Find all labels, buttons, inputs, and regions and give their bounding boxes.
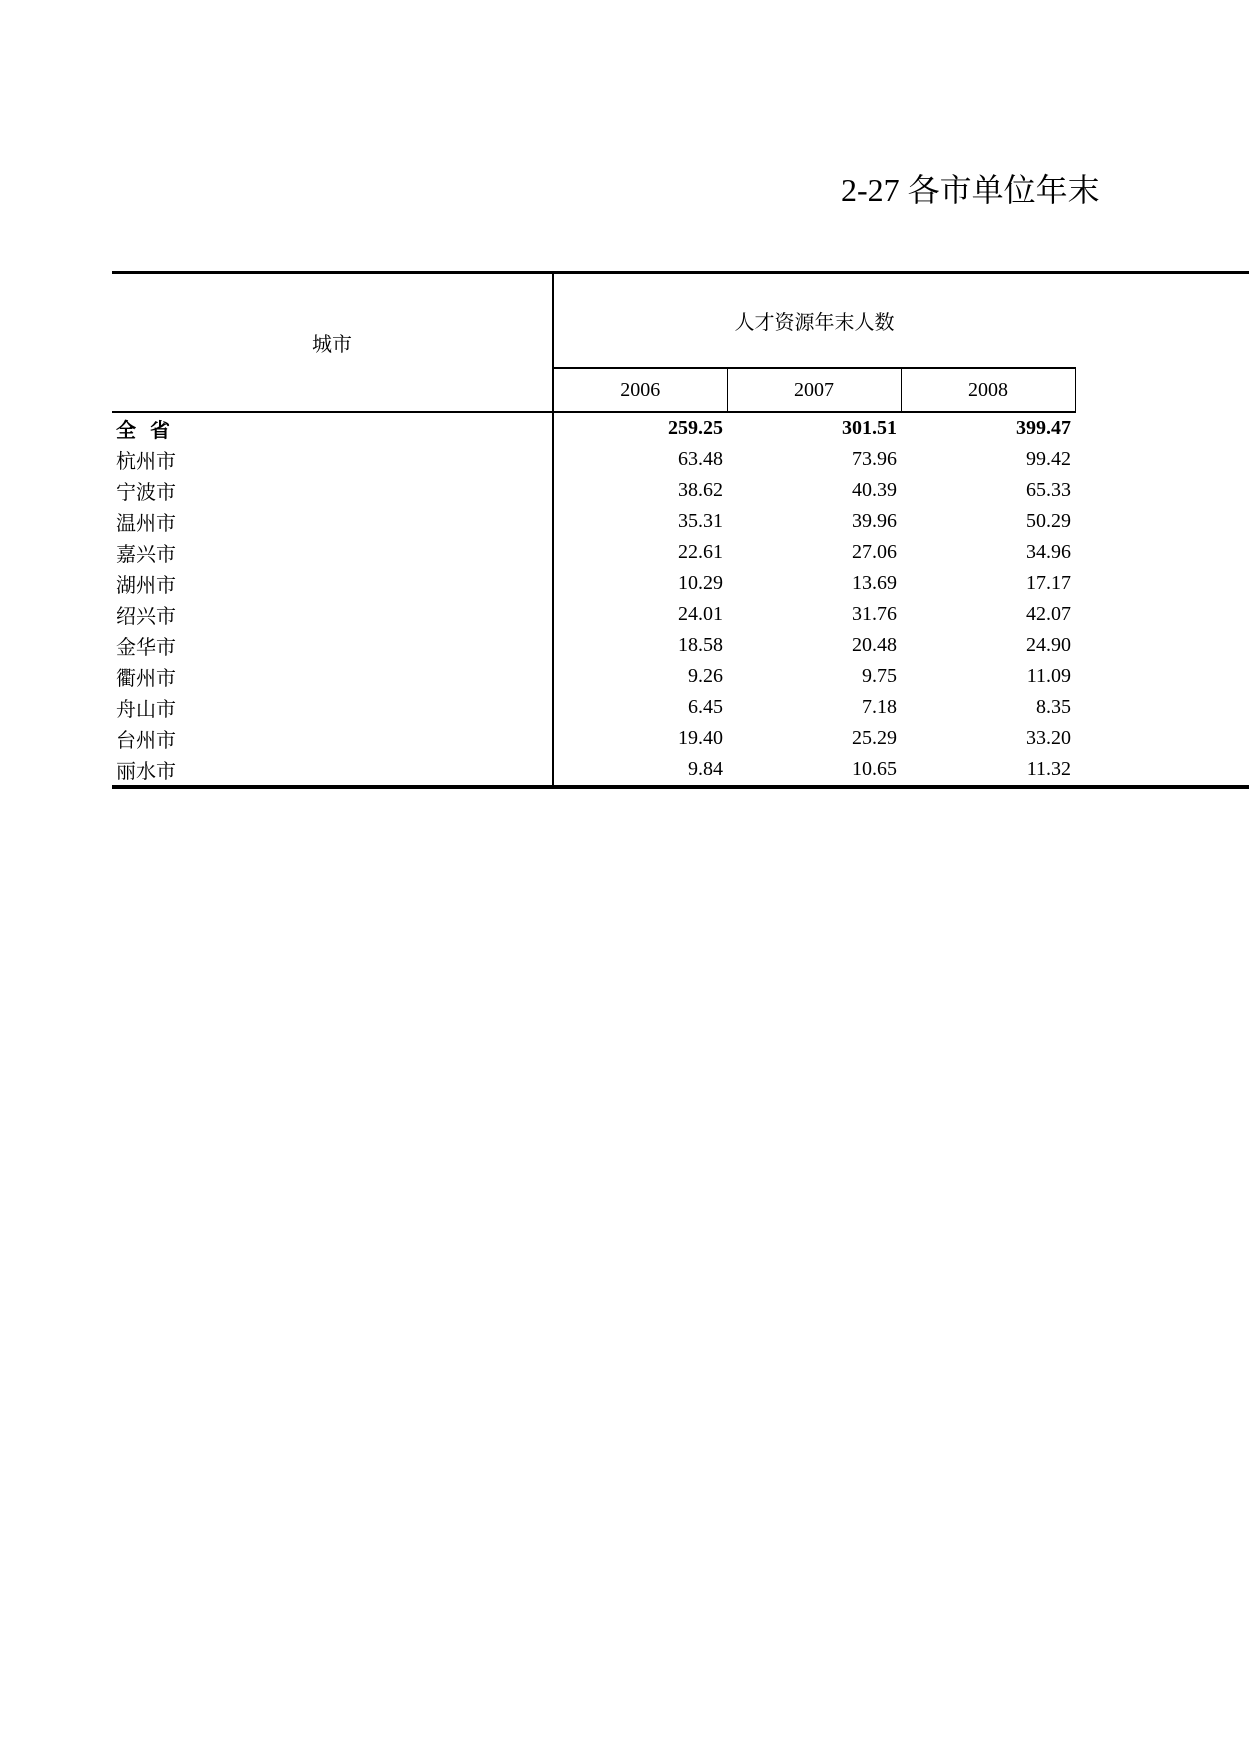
value-cell-2007: 301.51 [842, 417, 897, 439]
value-cell-2006: 6.45 [688, 696, 723, 718]
city-name-cell: 金华市 [112, 630, 553, 661]
city-name-cell: 嘉兴市 [112, 537, 553, 568]
value-cell-2007: 31.76 [852, 603, 897, 625]
table-row [112, 444, 1249, 475]
value-cell-2006: 19.40 [678, 727, 723, 749]
value-cell-2008: 399.47 [1016, 417, 1072, 439]
city-name-cell: 温州市 [112, 506, 553, 537]
table-row-total [112, 412, 1249, 444]
spill-cell [1075, 723, 1249, 754]
value-cell-2007: 20.48 [852, 634, 897, 656]
spill-cell [1075, 475, 1249, 506]
value-cell-2007: 13.69 [852, 572, 897, 594]
city-name-cell: 绍兴市 [112, 599, 553, 630]
talent-count-group-header: 人才资源年末人数 [553, 273, 1075, 369]
value-cell-2008: 24.90 [1026, 634, 1072, 656]
spill-cell [1075, 444, 1249, 475]
value-cell-2007: 9.75 [862, 665, 897, 687]
spill-cell [1075, 599, 1249, 630]
data-table [112, 271, 1249, 789]
header-row-group [112, 273, 1249, 369]
value-cell-2006: 18.58 [678, 634, 723, 656]
city-name-cell: 全省 [112, 412, 553, 444]
value-cell-2007: 40.39 [852, 479, 897, 501]
city-column-header: 城市 [112, 273, 553, 413]
table-row [112, 661, 1249, 692]
city-name-cell: 丽水市 [112, 754, 553, 787]
spill-cell [1075, 692, 1249, 723]
table-row [112, 599, 1249, 630]
title-prefix: 2-27 [841, 172, 900, 208]
year-header-2008: 2008 [901, 368, 1075, 412]
header-spill-cell [1075, 368, 1249, 412]
spill-cell [1075, 537, 1249, 568]
table-row [112, 692, 1249, 723]
value-cell-2007: 73.96 [852, 448, 897, 470]
value-cell-2008: 50.29 [1026, 510, 1072, 532]
value-cell-2006: 259.25 [668, 417, 723, 439]
value-cell-2008: 99.42 [1026, 448, 1072, 470]
city-name-cell: 宁波市 [112, 475, 553, 506]
page-title [841, 170, 1100, 210]
data-table-viewport [112, 271, 1073, 786]
spill-cell [1075, 412, 1249, 444]
city-name-cell: 台州市 [112, 723, 553, 754]
value-cell-2008: 8.35 [1036, 696, 1072, 718]
table-row [112, 723, 1249, 754]
table-row [112, 568, 1249, 599]
value-cell-2006: 9.84 [553, 754, 727, 787]
value-cell-2006: 10.29 [678, 572, 723, 594]
value-cell-2006: 9.26 [688, 665, 723, 687]
spill-cell [1075, 506, 1249, 537]
spill-cell [1075, 630, 1249, 661]
table-row [112, 754, 1249, 787]
value-cell-2008: 42.07 [1026, 603, 1072, 625]
table-row [112, 506, 1249, 537]
value-cell-2006: 22.61 [678, 541, 723, 563]
value-cell-2006: 24.01 [678, 603, 723, 625]
value-cell-2008: 17.17 [1026, 572, 1072, 594]
title-text: 各市单位年末 [907, 171, 1100, 209]
city-name-cell: 舟山市 [112, 692, 553, 723]
city-name-cell: 衢州市 [112, 661, 553, 692]
value-cell-2008: 34.96 [1026, 541, 1072, 563]
title-clip [700, 166, 1100, 226]
value-cell-2007: 7.18 [862, 696, 897, 718]
value-cell-2008: 11.09 [1026, 665, 1072, 687]
value-cell-2006: 38.62 [678, 479, 723, 501]
value-cell-2006: 35.31 [678, 510, 723, 532]
year-header-2006: 2006 [553, 368, 727, 412]
spill-cell [1075, 661, 1249, 692]
table-row [112, 475, 1249, 506]
value-cell-2008: 33.20 [1026, 727, 1072, 749]
value-cell-2007: 25.29 [852, 727, 897, 749]
value-cell-2008: 65.33 [1026, 479, 1072, 501]
spill-cell [1075, 568, 1249, 599]
header-spill-cell [1075, 273, 1249, 369]
value-cell-2008: 11.32 [901, 754, 1075, 787]
table-row [112, 537, 1249, 568]
spill-cell [1075, 754, 1249, 787]
city-name-cell: 杭州市 [112, 444, 553, 475]
city-name-cell: 湖州市 [112, 568, 553, 599]
year-header-2007: 2007 [727, 368, 901, 412]
table-row [112, 630, 1249, 661]
value-cell-2007: 39.96 [852, 510, 897, 532]
value-cell-2006: 63.48 [678, 448, 723, 470]
value-cell-2007: 27.06 [852, 541, 897, 563]
value-cell-2007: 10.65 [727, 754, 901, 787]
